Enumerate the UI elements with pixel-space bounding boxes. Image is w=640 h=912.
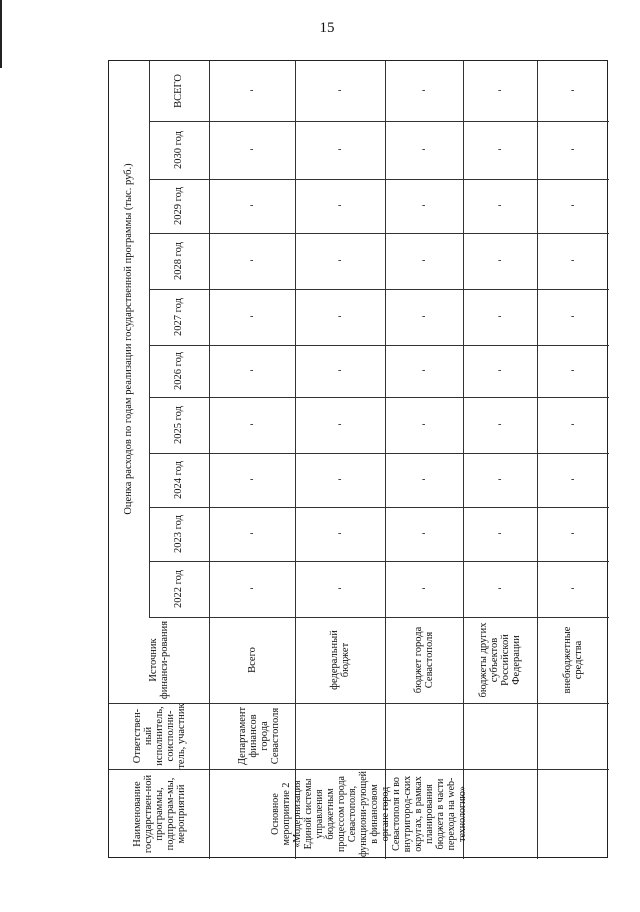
value-cell: - bbox=[338, 365, 342, 376]
value-cell: - bbox=[250, 200, 254, 211]
budget-table bbox=[108, 60, 608, 858]
value-cell: - bbox=[338, 419, 342, 430]
value-cell: - bbox=[422, 85, 426, 96]
value-cell: - bbox=[250, 474, 254, 485]
value-cell: - bbox=[250, 311, 254, 322]
funding-source: федеральный бюджет bbox=[329, 630, 351, 690]
year-header: 2030 год bbox=[173, 131, 184, 169]
value-cell: - bbox=[422, 255, 426, 266]
value-cell: - bbox=[498, 583, 502, 594]
value-cell: - bbox=[422, 200, 426, 211]
value-cell: - bbox=[422, 311, 426, 322]
value-cell: - bbox=[338, 474, 342, 485]
year-header: 2029 год bbox=[173, 187, 184, 225]
value-cell: - bbox=[571, 474, 575, 485]
value-cell: - bbox=[571, 419, 575, 430]
value-cell: - bbox=[498, 144, 502, 155]
year-header: 2022 год bbox=[173, 570, 184, 608]
year-header: ВСЕГО bbox=[173, 74, 184, 108]
page-number: 15 bbox=[319, 20, 335, 36]
grid-line bbox=[149, 345, 609, 346]
grid-line bbox=[149, 397, 609, 398]
funding-source: внебюджетные средства bbox=[562, 626, 584, 694]
value-cell: - bbox=[498, 365, 502, 376]
value-cell: - bbox=[498, 419, 502, 430]
year-header: 2023 год bbox=[173, 515, 184, 553]
value-cell: - bbox=[571, 583, 575, 594]
responsible-executor: Департамент финансов города Севастополя bbox=[237, 706, 281, 766]
grid-line bbox=[385, 61, 386, 859]
source-column-header: Источник финанси-рования bbox=[148, 620, 170, 700]
value-cell: - bbox=[571, 311, 575, 322]
grid-line bbox=[149, 233, 609, 234]
grid-line bbox=[149, 289, 609, 290]
value-cell: - bbox=[422, 419, 426, 430]
expenditure-group-header: Оценка расходов по годам реализации государственной программы (тыс. руб.) bbox=[123, 163, 134, 515]
grid-line bbox=[149, 179, 609, 180]
value-cell: - bbox=[338, 311, 342, 322]
value-cell: - bbox=[422, 144, 426, 155]
grid-line bbox=[149, 61, 150, 617]
value-cell: - bbox=[250, 528, 254, 539]
grid-line bbox=[149, 617, 609, 618]
value-cell: - bbox=[338, 144, 342, 155]
value-cell: - bbox=[422, 474, 426, 485]
responsible-column-header: Ответствен-ный исполнитель, соисполни-тель, участник bbox=[131, 703, 187, 769]
value-cell: - bbox=[338, 85, 342, 96]
year-header: 2026 год bbox=[173, 352, 184, 390]
value-cell: - bbox=[498, 200, 502, 211]
name-column-header: Наименование государствен-ной программы, подпрограм-мы, мероприятий bbox=[131, 774, 187, 854]
grid-line bbox=[149, 121, 609, 122]
value-cell: - bbox=[571, 365, 575, 376]
value-cell: - bbox=[498, 474, 502, 485]
value-cell: - bbox=[498, 85, 502, 96]
value-cell: - bbox=[498, 528, 502, 539]
grid-line bbox=[537, 61, 538, 859]
value-cell: - bbox=[338, 528, 342, 539]
grid-line bbox=[209, 61, 210, 617]
grid-line bbox=[463, 61, 464, 859]
value-cell: - bbox=[250, 583, 254, 594]
year-header: 2028 год bbox=[173, 242, 184, 280]
value-cell: - bbox=[498, 311, 502, 322]
year-header: 2025 год bbox=[173, 406, 184, 444]
value-cell: - bbox=[250, 255, 254, 266]
value-cell: - bbox=[250, 419, 254, 430]
year-header: 2027 год bbox=[173, 298, 184, 336]
value-cell: - bbox=[250, 85, 254, 96]
value-cell: - bbox=[250, 144, 254, 155]
value-cell: - bbox=[338, 200, 342, 211]
funding-source: Всего bbox=[246, 647, 258, 673]
value-cell: - bbox=[571, 144, 575, 155]
year-header: 2024 год bbox=[173, 461, 184, 499]
value-cell: - bbox=[338, 583, 342, 594]
value-cell: - bbox=[250, 365, 254, 376]
page-edge-mark bbox=[0, 0, 2, 68]
grid-line bbox=[149, 507, 609, 508]
funding-source: бюджеты других субъектов Российской Федерации bbox=[478, 622, 522, 698]
value-cell: - bbox=[422, 365, 426, 376]
event-name: Основное мероприятие 2 «Модернизация Единой системы управления бюджетным процессом города Севастополя, функциони-рующей в финансовом органе город Севастополя и во внутригород-ских округах, в рамках планирования бюджета в части перехода на web-технологию» bbox=[270, 771, 468, 858]
value-cell: - bbox=[498, 255, 502, 266]
value-cell: - bbox=[422, 583, 426, 594]
funding-source: бюджет города Севастополя bbox=[413, 626, 435, 694]
value-cell: - bbox=[571, 255, 575, 266]
value-cell: - bbox=[571, 528, 575, 539]
grid-line bbox=[149, 453, 609, 454]
grid-line bbox=[149, 561, 609, 562]
value-cell: - bbox=[422, 528, 426, 539]
value-cell: - bbox=[338, 255, 342, 266]
value-cell: - bbox=[571, 200, 575, 211]
value-cell: - bbox=[571, 85, 575, 96]
